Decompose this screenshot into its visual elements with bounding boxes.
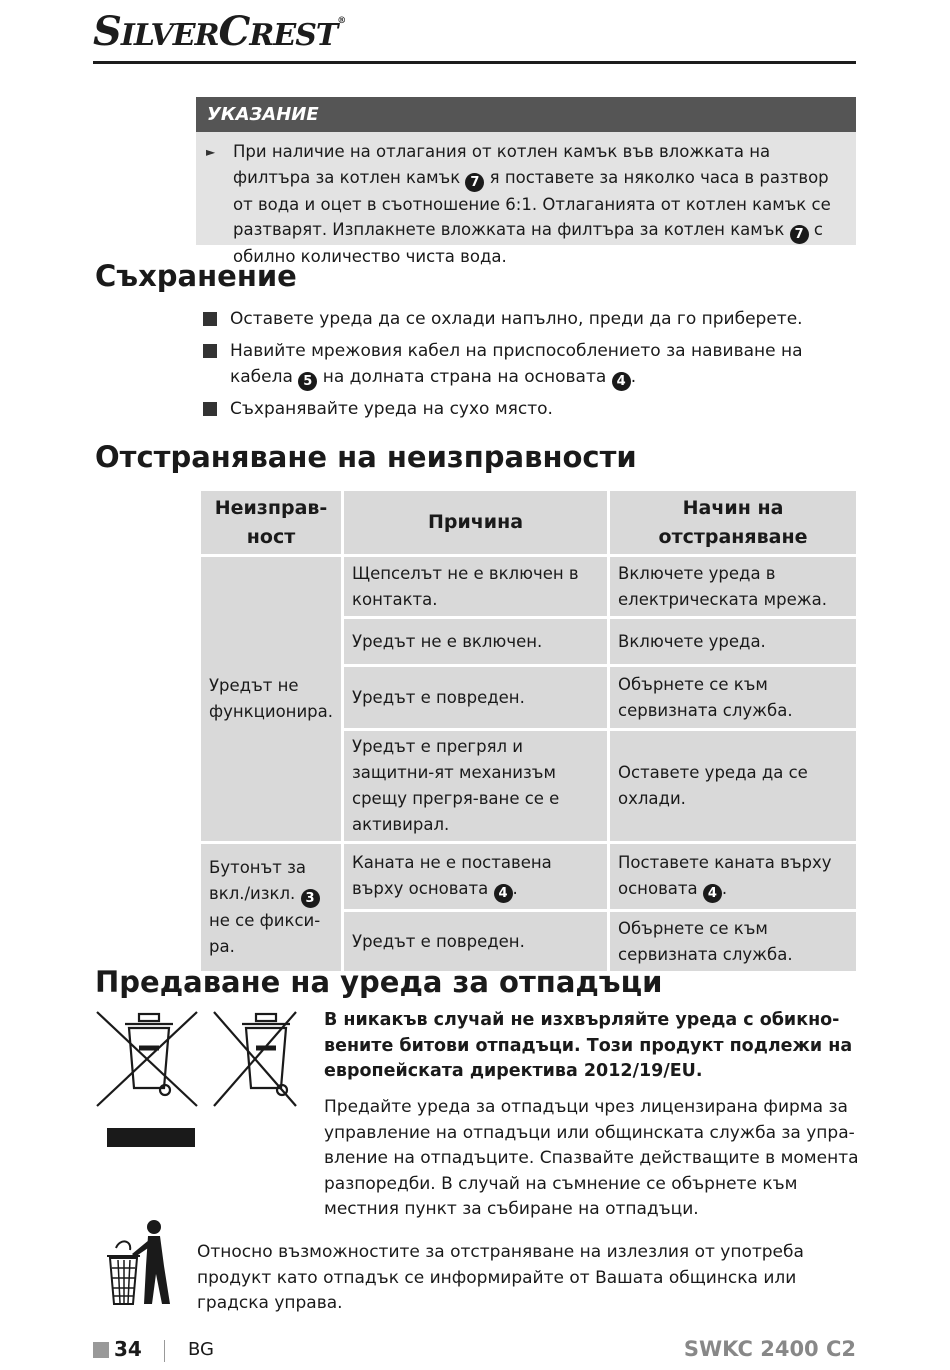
remedy-cell: Обърнете се към сервизната служба. <box>609 911 858 973</box>
cause-cell: Каната не е поставена върху основата 4 . <box>343 843 609 911</box>
troubleshooting-heading: Отстраняване на неизправности <box>95 440 637 474</box>
remedy-cell: Обърнете се към сервизната служба. <box>609 666 858 730</box>
storage-heading: Съхранение <box>95 259 297 293</box>
table-header-row <box>200 490 858 556</box>
part-number-badge: 3 <box>301 889 320 908</box>
footer-divider <box>164 1340 165 1362</box>
black-bar-marker <box>107 1128 195 1147</box>
page-number: 34 <box>114 1337 142 1361</box>
remedy-cell: Поставете каната върху основата 4 . <box>609 843 858 911</box>
language-code: BG <box>188 1339 214 1360</box>
part-number-badge: 4 <box>703 884 722 903</box>
cause-cell: Уредът не е включен. <box>343 618 609 666</box>
part-number-badge: 4 <box>494 884 513 903</box>
part-number-badge: 7 <box>790 225 809 244</box>
column-header-remedy: Начин на отстраняване <box>609 490 858 556</box>
troubleshooting-table <box>198 488 859 974</box>
brand-logo: SILVERCREST® <box>93 8 346 55</box>
fault-cell: Бутонът за вкл./изкл. 3 не се фикси-ра. <box>200 843 343 973</box>
remedy-cell: Оставете уреда да се охлади. <box>609 730 858 843</box>
bullet-square-icon <box>203 312 217 326</box>
part-number-badge: 5 <box>298 372 317 391</box>
header-rule <box>93 61 856 64</box>
model-number: SWKC 2400 C2 <box>683 1337 856 1361</box>
table-row <box>200 843 858 911</box>
crossed-out-bin-icon <box>214 1012 296 1106</box>
note-header: УКАЗАНИЕ <box>196 97 856 132</box>
crossed-bin-icons <box>95 1008 300 1113</box>
bullet-square-icon <box>203 344 217 358</box>
bullet-square-icon <box>203 402 217 416</box>
bottom-info-text: Относно възможностите за отстраняване на излезлия от употреба продукт като отпадък се информирайте от Вашата общинска или градска управа. <box>197 1242 804 1313</box>
footer-square-icon <box>93 1342 109 1358</box>
disposal-heading: Предаване на уреда за отпадъци <box>95 965 663 999</box>
part-number-badge: 4 <box>612 372 631 391</box>
remedy-cell: Включете уреда. <box>609 618 858 666</box>
disposal-text: Предайте уреда за отпадъци чрез лицензирана фирма за управление на отпадъци или общинската служба за упра-вление на отпадъците. Спазвайте действащите в момента разпоредби. В случай на съмнение се обърнете към местния пункт за събиране на отпадъци. <box>324 1097 859 1219</box>
crossed-out-bin-icon <box>97 1012 197 1106</box>
cause-cell: Уредът е повреден. <box>343 911 609 973</box>
disposal-warning: В никакъв случай не изхвърляйте уреда с обикно-вените битови отпадъци. Този продукт подлежи на европейската директива 2012/19/EU. <box>324 1010 853 1081</box>
column-header-cause: Причина <box>343 490 609 556</box>
cause-cell: Уредът е прегрял и защитни-ят механизъм срещу прегря-ване се е активирал. <box>343 730 609 843</box>
arrow-icon: ► <box>206 145 216 159</box>
part-number-badge: 7 <box>465 173 484 192</box>
person-bin-icon <box>102 1218 182 1308</box>
note-box <box>196 97 856 266</box>
remedy-cell: Включете уреда в електрическата мрежа. <box>609 556 858 618</box>
column-header-fault: Неизправ- ност <box>200 490 343 556</box>
table-row <box>200 556 858 618</box>
cause-cell: Щепселът не е включен в контакта. <box>343 556 609 618</box>
fault-cell: Уредът не функционира. <box>200 556 343 843</box>
note-text: При наличие на отлагания от котлен камък във вложката на филтъра за котлен камък 7 я поставете за няколко часа в разтвор от вода и оцет в съотношение 6:1. Отлаганията от котлен камък се разтварят. Изплакнете вложката на филтъра за котлен камък 7 с обилно количество чиста вода. <box>233 142 831 266</box>
cause-cell: Уредът е повреден. <box>343 666 609 730</box>
